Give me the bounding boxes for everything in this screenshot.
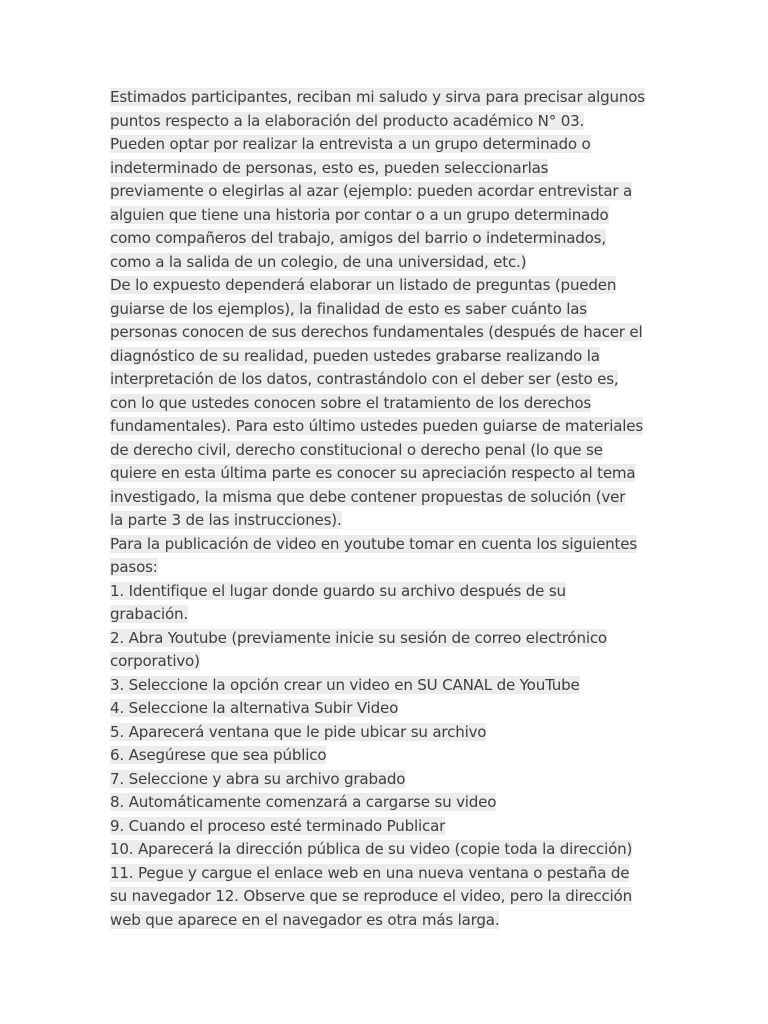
text-line-content: como compañeros del trabajo, amigos del barrio o indeterminados, [110,229,606,247]
text-line [110,204,670,228]
text-line [110,345,670,369]
text-line-content: 10. Aparecerá la dirección pública de su video (copie toda la dirección) [110,840,633,858]
text-line-content: diagnóstico de su realidad, pueden ustedes grabarse realizando la [110,346,600,365]
text-line-content: 9. Cuando el proceso esté terminado Publicar [110,816,446,835]
text-line-content: fundamentales). Para esto último ustedes pueden guiarse de materiales [110,417,644,435]
text-line-content: 2. Abra Youtube (previamente inicie su sesión de correo electrónico [110,628,607,647]
text-line-content: quiere en esta última parte es conocer su apreciación respecto al tema [110,464,636,482]
text-line-content: Pueden optar por realizar la entrevista a un grupo determinado o [110,135,591,153]
text-line [110,180,670,204]
text-line [110,768,670,792]
text-line [110,133,670,157]
text-line-content: 5. Aparecerá ventana que le pide ubicar su archivo [110,722,487,741]
text-line-content: su navegador 12. Observe que se reproduce el video, pero la dirección [110,887,632,905]
text-line-content: interpretación de los datos, contrastándolo con el deber ser (esto es, [110,370,619,388]
text-line [110,674,670,698]
text-line [110,533,670,557]
text-line-content: con lo que ustedes conocen sobre el tratamiento de los derechos [110,393,592,412]
text-line-content: investigado, la misma que debe contener propuestas de solución (ver [110,487,626,506]
text-line-content: 4. Seleccione la alternativa Subir Video [110,699,399,717]
text-line [110,274,670,298]
text-line-content: la parte 3 de las instrucciones). [110,511,342,529]
text-line-content: corporativo) [110,652,200,670]
text-line-content: de derecho civil, derecho constitucional o derecho penal (lo que se [110,440,603,459]
text-line [110,862,670,886]
text-line-content: grabación. [110,605,188,623]
document-body [110,86,670,932]
text-line [110,556,670,580]
text-line [110,838,670,862]
text-line [110,603,670,627]
text-line [110,909,670,933]
text-line [110,439,670,463]
text-line [110,251,670,275]
text-line-content: web que aparece en el navegador es otra más larga. [110,910,500,929]
text-line-content: indeterminado de personas, esto es, pueden seleccionarlas [110,158,549,177]
text-line-content: Para la publicación de video en youtube tomar en cuenta los siguientes [110,534,637,553]
text-line-content: previamente o elegirlas al azar (ejemplo: pueden acordar entrevistar a [110,182,633,200]
text-line [110,415,670,439]
text-line [110,815,670,839]
text-line-content: 11. Pegue y cargue el enlace web en una nueva ventana o pestaña de [110,863,630,882]
text-line [110,697,670,721]
text-line [110,509,670,533]
text-line-content: pasos: [110,558,158,576]
text-line-content: 1. Identifique el lugar donde guardo su archivo después de su [110,581,566,600]
text-line [110,321,670,345]
text-line [110,580,670,604]
text-line-content: 3. Seleccione la opción crear un video en SU CANAL de YouTube [110,675,580,694]
text-line-content: personas conocen de sus derechos fundamentales (después de hacer el [110,323,643,341]
text-line [110,157,670,181]
text-line [110,110,670,134]
text-line-content: puntos respecto a la elaboración del producto académico N° 03. [110,111,585,130]
text-line [110,791,670,815]
text-line-content: guiarse de los ejemplos), la finalidad de esto es saber cuánto las [110,299,587,318]
text-line-content: como a la salida de un colegio, de una universidad, etc.) [110,252,527,271]
text-line [110,721,670,745]
text-line [110,650,670,674]
text-line [110,227,670,251]
text-line-content: 6. Asegúrese que sea público [110,746,327,764]
text-line [110,86,670,110]
text-line [110,392,670,416]
text-line [110,298,670,322]
text-line [110,486,670,510]
text-line-content: Estimados participantes, reciban mi saludo y sirva para precisar algunos [110,88,645,106]
text-line [110,627,670,651]
text-line-content: 7. Seleccione y abra su archivo grabado [110,769,406,788]
text-line-content: 8. Automáticamente comenzará a cargarse su video [110,793,497,811]
text-line-content: alguien que tiene una historia por contar o a un grupo determinado [110,205,609,224]
text-line [110,744,670,768]
text-line [110,368,670,392]
text-line [110,885,670,909]
text-line [110,462,670,486]
text-line-content: De lo expuesto dependerá elaborar un listado de preguntas (pueden [110,276,617,294]
